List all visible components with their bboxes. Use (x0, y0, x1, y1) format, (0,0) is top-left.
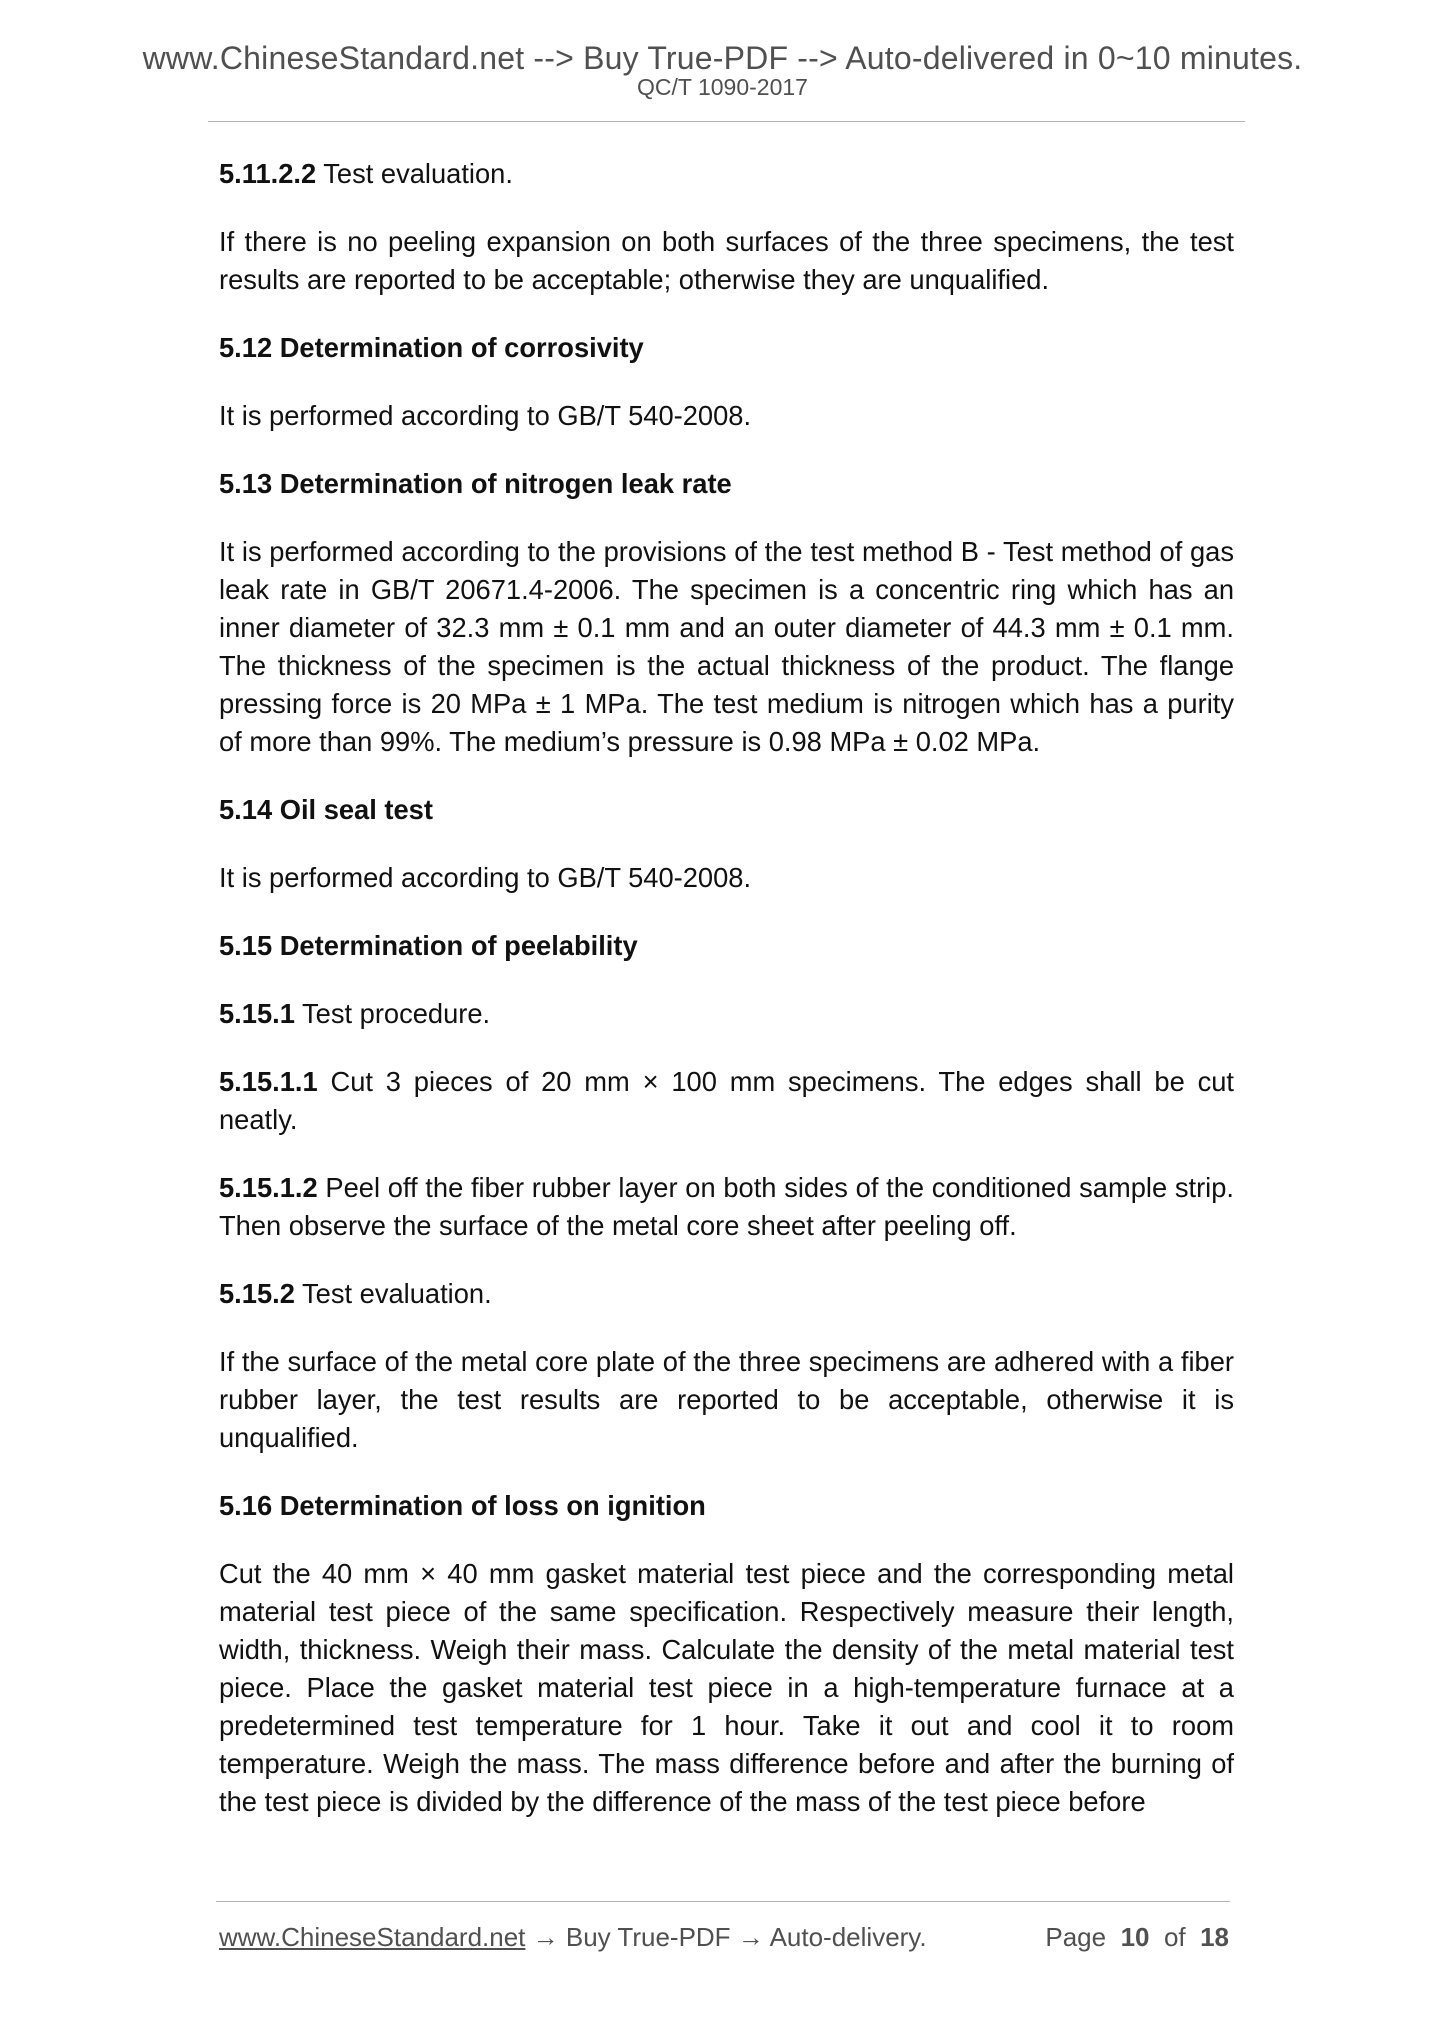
clause-number: 5.15.1 (219, 998, 295, 1029)
section-heading-5-12: 5.12 Determination of corrosivity (219, 332, 644, 363)
paragraph: It is performed according to GB/T 540-2008. (219, 400, 752, 431)
current-page-number: 10 (1120, 1922, 1150, 1952)
paragraph-5-15-2 (219, 1275, 1234, 1313)
footer-site-link[interactable]: www.ChineseStandard.net (219, 1922, 526, 1952)
paragraph-text: Test procedure. (294, 998, 491, 1029)
page-footer (219, 1922, 1229, 1953)
section-heading-5-15: 5.15 Determination of peelability (219, 930, 638, 961)
top-banner: www.ChineseStandard.net --> Buy True-PDF --> Auto-delivered in 0~10 minutes. (142, 40, 1303, 76)
paragraph-text: Peel off the fiber rubber layer on both sides of the conditioned sample strip. Then observe the surface of the metal core sheet after peeling off. (219, 1172, 1234, 1241)
section-heading-5-16: 5.16 Determination of loss on ignition (219, 1490, 706, 1521)
paragraph: It is performed according to the provisions of the test method B - Test method of gas leak rate in GB/T 20671.4-2006. The specimen is a concentric ring which has an inner diameter of 32.3 mm ± 0.1 mm and an outer diameter of 44.3 mm ± 0.1 mm. The thickness of the specimen is the actual thickness of the product. The flange pressing force is 20 MPa ± 1 MPa. The test medium is nitrogen which has a purity of more than 99%. The medium’s pressure is 0.98 MPa ± 0.02 MPa. (219, 536, 1234, 757)
paragraph-text: Test evaluation. (294, 1278, 492, 1309)
paragraph-5-15-1-1 (219, 1063, 1234, 1139)
total-page-count: 18 (1200, 1922, 1229, 1952)
page-indicator (1045, 1922, 1229, 1953)
section-heading-5-14: 5.14 Oil seal test (219, 794, 433, 825)
paragraph: If the surface of the metal core plate of the three specimens are adhered with a fiber rubber layer, the test results are reported to be acceptable, otherwise it is unqualified. (219, 1346, 1234, 1453)
footer-tagline: → Buy True-PDF → Auto-delivery. (525, 1922, 927, 1952)
footer-divider (216, 1901, 1230, 1902)
paragraph-5-15-1 (219, 995, 1234, 1033)
paragraph: It is performed according to GB/T 540-2008. (219, 862, 752, 893)
document-id: QC/T 1090-2017 (637, 74, 808, 100)
page-content (219, 155, 1234, 1821)
clause-number: 5.11.2.2 (219, 158, 317, 189)
section-heading-5-13: 5.13 Determination of nitrogen leak rate (219, 468, 732, 499)
clause-number: 5.15.1.2 (219, 1172, 318, 1203)
paragraph-text: Test evaluation. (316, 158, 513, 189)
paragraph-5-11-2-2 (219, 155, 1234, 193)
paragraph: Cut the 40 mm × 40 mm gasket material test piece and the corresponding metal material test piece of the same specification. Respectively measure their length, width, thickness. Weigh their mass. Calculate the density of the metal material test piece. Place the gasket material test piece in a high-temperature furnace at a predetermined test temperature for 1 hour. Take it out and cool it to room temperature. Weigh the mass. The mass difference before and after the burning of the test piece is divided by the difference of the mass of the test piece before (219, 1558, 1234, 1817)
header-divider (208, 121, 1245, 122)
paragraph: If there is no peeling expansion on both surfaces of the three specimens, the test results are reported to be acceptable; otherwise they are unqualified. (219, 226, 1234, 295)
clause-number: 5.15.2 (219, 1278, 295, 1309)
paragraph-text: Cut 3 pieces of 20 mm × 100 mm specimens. The edges shall be cut neatly. (219, 1066, 1234, 1135)
page-label: Page (1045, 1922, 1107, 1952)
clause-number: 5.15.1.1 (219, 1066, 318, 1097)
of-label: of (1163, 1922, 1186, 1952)
paragraph-5-15-1-2 (219, 1169, 1234, 1245)
